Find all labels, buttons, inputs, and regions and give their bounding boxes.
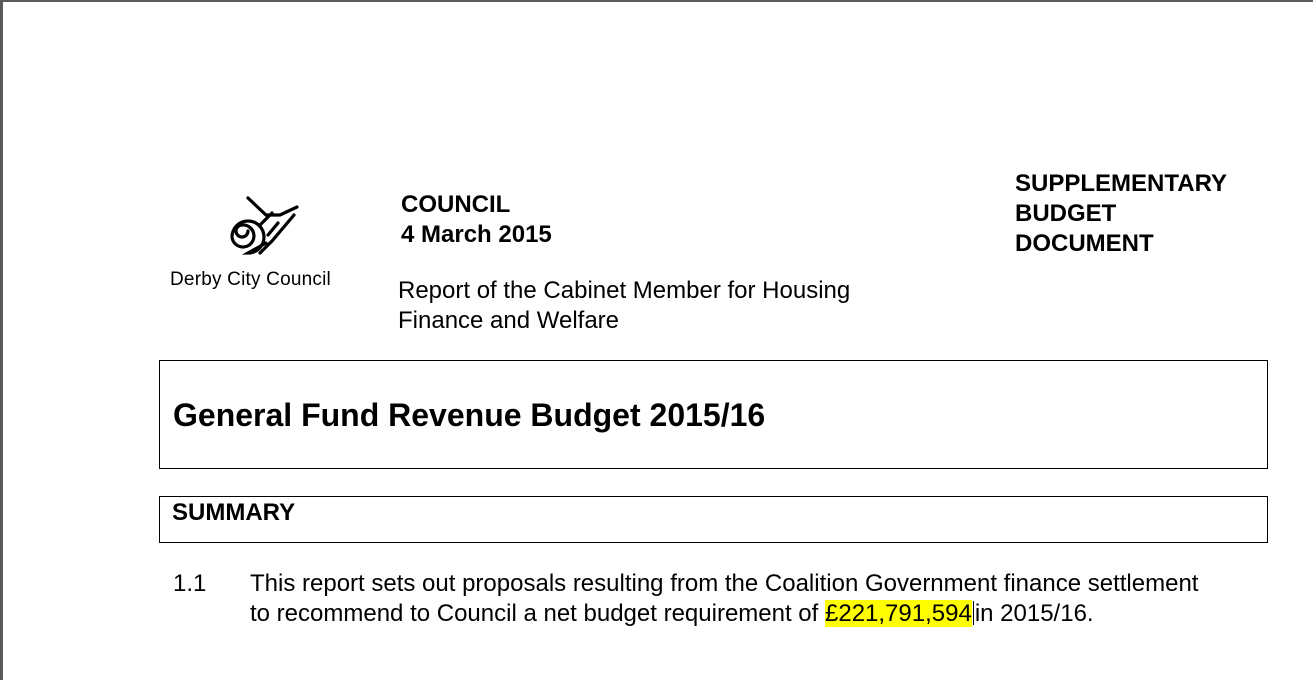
title-box xyxy=(159,360,1268,469)
supplementary-line-3: DOCUMENT xyxy=(1015,230,1154,257)
supplementary-line-2: BUDGET xyxy=(1015,200,1117,227)
council-logo xyxy=(168,195,358,295)
meeting-name: COUNCIL xyxy=(401,191,511,218)
meeting-date: 4 March 2015 xyxy=(401,221,552,248)
text-cursor xyxy=(973,601,974,625)
summary-box xyxy=(159,496,1268,543)
document-title: General Fund Revenue Budget 2015/16 xyxy=(173,397,766,433)
ram-logo-icon xyxy=(220,195,300,267)
highlighted-amount[interactable]: £221,791,594 xyxy=(825,600,972,627)
logo-wordmark: Derby City Council xyxy=(170,269,331,290)
report-author: Report of the Cabinet Member for Housing Finance and Welfare xyxy=(398,277,851,334)
paragraph-text-after: in 2015/16. xyxy=(974,600,1094,627)
supplementary-label xyxy=(1015,169,1275,259)
supplementary-line-1: SUPPLEMENTARY xyxy=(1015,170,1228,197)
summary-heading: SUMMARY xyxy=(172,499,296,526)
meeting-block xyxy=(401,190,552,250)
paragraph-text[interactable] xyxy=(250,569,1210,629)
paragraph-number: 1.1 xyxy=(173,570,207,597)
paragraph-text-before: This report sets out proposals resulting from the Coalition Government finance settlement to recommend to Council a net budget requirement of xyxy=(250,570,1199,627)
